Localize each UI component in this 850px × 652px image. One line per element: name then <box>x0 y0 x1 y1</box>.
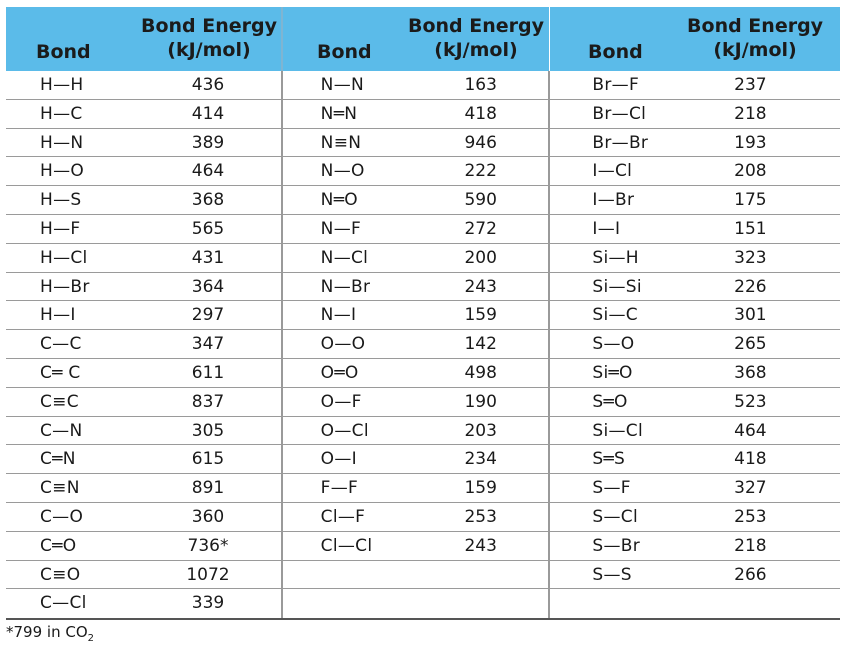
footnote-text: *799 in CO <box>6 623 88 641</box>
table-row <box>6 215 281 244</box>
table-row <box>6 503 281 532</box>
energy-cell: 203 <box>464 420 497 441</box>
table-row <box>6 417 281 446</box>
energy-cell: 208 <box>734 161 767 182</box>
header-energy-line2: (kJ/mol) <box>434 39 518 61</box>
bond-cell: H—Br <box>40 276 90 297</box>
table-row <box>550 445 840 474</box>
energy-cell: 193 <box>734 132 767 153</box>
header-group-3 <box>549 7 840 71</box>
table-row <box>6 589 281 618</box>
bond-cell: Si═O <box>592 362 633 383</box>
table-row <box>550 330 840 359</box>
table-row <box>283 71 549 100</box>
table-row <box>283 301 549 330</box>
table-row <box>6 330 281 359</box>
table-row <box>283 445 549 474</box>
bond-cell: Si—Cl <box>592 420 643 441</box>
energy-cell: 327 <box>734 478 767 499</box>
bond-cell: H—Cl <box>40 247 88 268</box>
energy-cell: 464 <box>191 161 225 182</box>
bond-cell: C—O <box>40 506 84 527</box>
energy-cell: 360 <box>191 506 225 527</box>
table-row <box>283 157 549 186</box>
bond-cell: S—Br <box>592 535 641 556</box>
bond-cell: Br—Br <box>592 132 649 153</box>
table-row <box>6 561 281 590</box>
table-row <box>550 186 840 215</box>
energy-cell: 226 <box>734 276 767 297</box>
energy-cell: 237 <box>734 75 767 95</box>
bond-cell: F—F <box>320 478 359 499</box>
header-group-2 <box>281 7 549 71</box>
bond-cell: Si—Si <box>592 276 642 297</box>
energy-cell: 163 <box>464 75 497 95</box>
energy-cell: 464 <box>734 420 767 441</box>
bond-cell: N—I <box>320 305 357 326</box>
bond-cell: I—I <box>592 218 621 239</box>
bond-cell: S═S <box>592 449 626 470</box>
bond-energy-table <box>6 7 840 620</box>
header-energy-line2: (kJ/mol) <box>167 39 251 61</box>
bond-cell: S═O <box>592 391 628 412</box>
table-row <box>550 503 840 532</box>
energy-cell: 151 <box>734 218 767 239</box>
table-row <box>550 359 840 388</box>
energy-cell: 615 <box>191 449 225 470</box>
energy-cell: 498 <box>464 362 497 383</box>
table-row <box>283 561 549 590</box>
bond-cell: C═ C <box>40 362 81 383</box>
bond-cell: H—O <box>40 161 85 182</box>
header-bond: Bond <box>588 41 643 63</box>
energy-cell: 368 <box>734 362 767 383</box>
table-column-2 <box>281 71 549 618</box>
table-row <box>550 100 840 129</box>
bond-cell: N—F <box>320 218 362 239</box>
header-bond-energy <box>680 14 830 62</box>
table-row <box>283 186 549 215</box>
bond-cell: N—Cl <box>320 247 369 268</box>
energy-cell: 272 <box>464 218 497 239</box>
table-row <box>6 186 281 215</box>
energy-cell: 301 <box>734 305 767 326</box>
energy-cell: 368 <box>191 190 225 211</box>
table-column-1 <box>6 71 281 618</box>
bond-cell: C—N <box>40 420 83 441</box>
table-row <box>283 589 549 618</box>
bond-cell: N═O <box>320 190 358 211</box>
energy-cell: 1072 <box>186 564 230 585</box>
energy-cell: 200 <box>464 247 497 268</box>
energy-cell: 837 <box>191 391 225 412</box>
header-group-1 <box>6 7 281 71</box>
bond-cell: O—I <box>320 449 357 470</box>
table-header <box>6 7 840 71</box>
table-row <box>550 215 840 244</box>
energy-cell: 946 <box>464 132 497 153</box>
table-row <box>550 589 840 618</box>
table-row <box>550 157 840 186</box>
bond-cell: C—C <box>40 334 82 355</box>
table-row <box>283 359 549 388</box>
energy-cell: 218 <box>734 103 767 124</box>
energy-cell: 347 <box>191 334 225 355</box>
bond-cell: C═N <box>40 449 76 470</box>
table-row <box>6 474 281 503</box>
table-row <box>550 561 840 590</box>
header-energy-line1: Bond Energy <box>140 15 278 37</box>
energy-cell: 523 <box>734 391 767 412</box>
table-row <box>6 388 281 417</box>
bond-cell: O—O <box>320 334 366 355</box>
table-row <box>550 474 840 503</box>
bond-cell: S—O <box>592 334 635 355</box>
table-row <box>283 417 549 446</box>
bond-cell: S—S <box>592 564 632 585</box>
energy-cell: 364 <box>191 276 225 297</box>
bond-cell: H—F <box>40 218 81 239</box>
bond-cell: C≡O <box>40 564 81 585</box>
energy-cell: 222 <box>464 161 497 182</box>
table-row <box>6 157 281 186</box>
energy-cell: 142 <box>464 334 497 355</box>
bond-cell: O═O <box>320 362 359 383</box>
table-row <box>6 445 281 474</box>
bond-cell: Cl—Cl <box>320 535 373 556</box>
energy-cell: 190 <box>464 391 497 412</box>
footnote-subscript: 2 <box>87 633 94 644</box>
bond-cell: H—C <box>40 103 83 124</box>
table-body <box>6 71 840 620</box>
bond-cell: C≡C <box>40 391 79 412</box>
table-row <box>283 503 549 532</box>
header-energy-line1: Bond Energy <box>407 15 545 37</box>
energy-cell: 891 <box>191 478 225 499</box>
table-row <box>283 330 549 359</box>
table-row <box>6 244 281 273</box>
energy-cell: 389 <box>191 132 225 153</box>
bond-cell: Cl—F <box>320 506 366 527</box>
energy-cell: 265 <box>734 334 767 355</box>
table-row <box>550 417 840 446</box>
table-row <box>6 359 281 388</box>
bond-cell: O—Cl <box>320 420 369 441</box>
table-row <box>550 532 840 561</box>
bond-cell: C═O <box>40 535 77 556</box>
bond-cell: S—F <box>592 478 631 499</box>
table-row <box>283 100 549 129</box>
table-row <box>283 244 549 273</box>
bond-cell: Br—Cl <box>592 103 647 124</box>
bond-cell: I—Cl <box>592 161 633 182</box>
energy-cell: 418 <box>734 449 767 470</box>
bond-cell: Si—C <box>592 305 638 326</box>
table-row <box>6 129 281 158</box>
header-energy-line1: Bond Energy <box>687 15 824 37</box>
table-row <box>283 215 549 244</box>
energy-cell: 253 <box>464 506 497 527</box>
energy-cell: 414 <box>191 103 225 124</box>
energy-cell: 234 <box>464 449 497 470</box>
bond-cell: H—N <box>40 132 84 153</box>
table-row <box>6 301 281 330</box>
table-row <box>283 388 549 417</box>
bond-cell: C—Cl <box>40 593 87 614</box>
bond-cell: N—N <box>320 75 365 95</box>
table-row <box>283 532 549 561</box>
bond-cell: O—F <box>320 391 362 412</box>
energy-cell: 159 <box>464 305 497 326</box>
bond-cell: N≡N <box>320 132 362 153</box>
table-row <box>550 129 840 158</box>
energy-cell: 431 <box>191 247 225 268</box>
table-column-3 <box>548 71 840 618</box>
table-row <box>283 129 549 158</box>
bond-cell: Si—H <box>592 247 639 268</box>
energy-cell: 565 <box>191 218 225 239</box>
table-row <box>550 244 840 273</box>
footnote <box>6 623 94 644</box>
table-row <box>6 273 281 302</box>
bond-cell: N═N <box>320 103 358 124</box>
energy-cell: 243 <box>464 535 497 556</box>
energy-cell: 339 <box>191 593 225 614</box>
table-row <box>6 100 281 129</box>
energy-cell: 305 <box>191 420 225 441</box>
header-energy-line2: (kJ/mol) <box>713 39 797 61</box>
energy-cell: 736* <box>187 535 229 556</box>
table-row <box>550 301 840 330</box>
energy-cell: 159 <box>464 478 497 499</box>
energy-cell: 436 <box>191 75 225 95</box>
bond-cell: N—O <box>320 161 365 182</box>
table-row <box>550 71 840 100</box>
bond-cell: Br—F <box>592 75 640 95</box>
energy-cell: 175 <box>734 190 767 211</box>
bond-cell: H—S <box>40 190 82 211</box>
header-bond: Bond <box>36 41 91 63</box>
energy-cell: 323 <box>734 247 767 268</box>
energy-cell: 418 <box>464 103 497 124</box>
header-bond-energy <box>401 14 551 62</box>
table-row <box>6 532 281 561</box>
bond-cell: H—H <box>40 75 84 95</box>
energy-cell: 243 <box>464 276 497 297</box>
header-bond: Bond <box>317 41 372 63</box>
table-row <box>283 474 549 503</box>
header-bond-energy <box>134 14 284 62</box>
energy-cell: 611 <box>191 362 225 383</box>
table-row <box>550 273 840 302</box>
bond-cell: S—Cl <box>592 506 638 527</box>
energy-cell: 297 <box>191 305 225 326</box>
bond-cell: I—Br <box>592 190 635 211</box>
energy-cell: 218 <box>734 535 767 556</box>
table-row <box>550 388 840 417</box>
bond-cell: N—Br <box>320 276 371 297</box>
bond-cell: H—I <box>40 305 76 326</box>
energy-cell: 266 <box>734 564 767 585</box>
energy-cell: 590 <box>464 190 497 211</box>
bond-cell: C≡N <box>40 478 80 499</box>
table-row <box>283 273 549 302</box>
energy-cell: 253 <box>734 506 767 527</box>
table-row <box>6 71 281 100</box>
